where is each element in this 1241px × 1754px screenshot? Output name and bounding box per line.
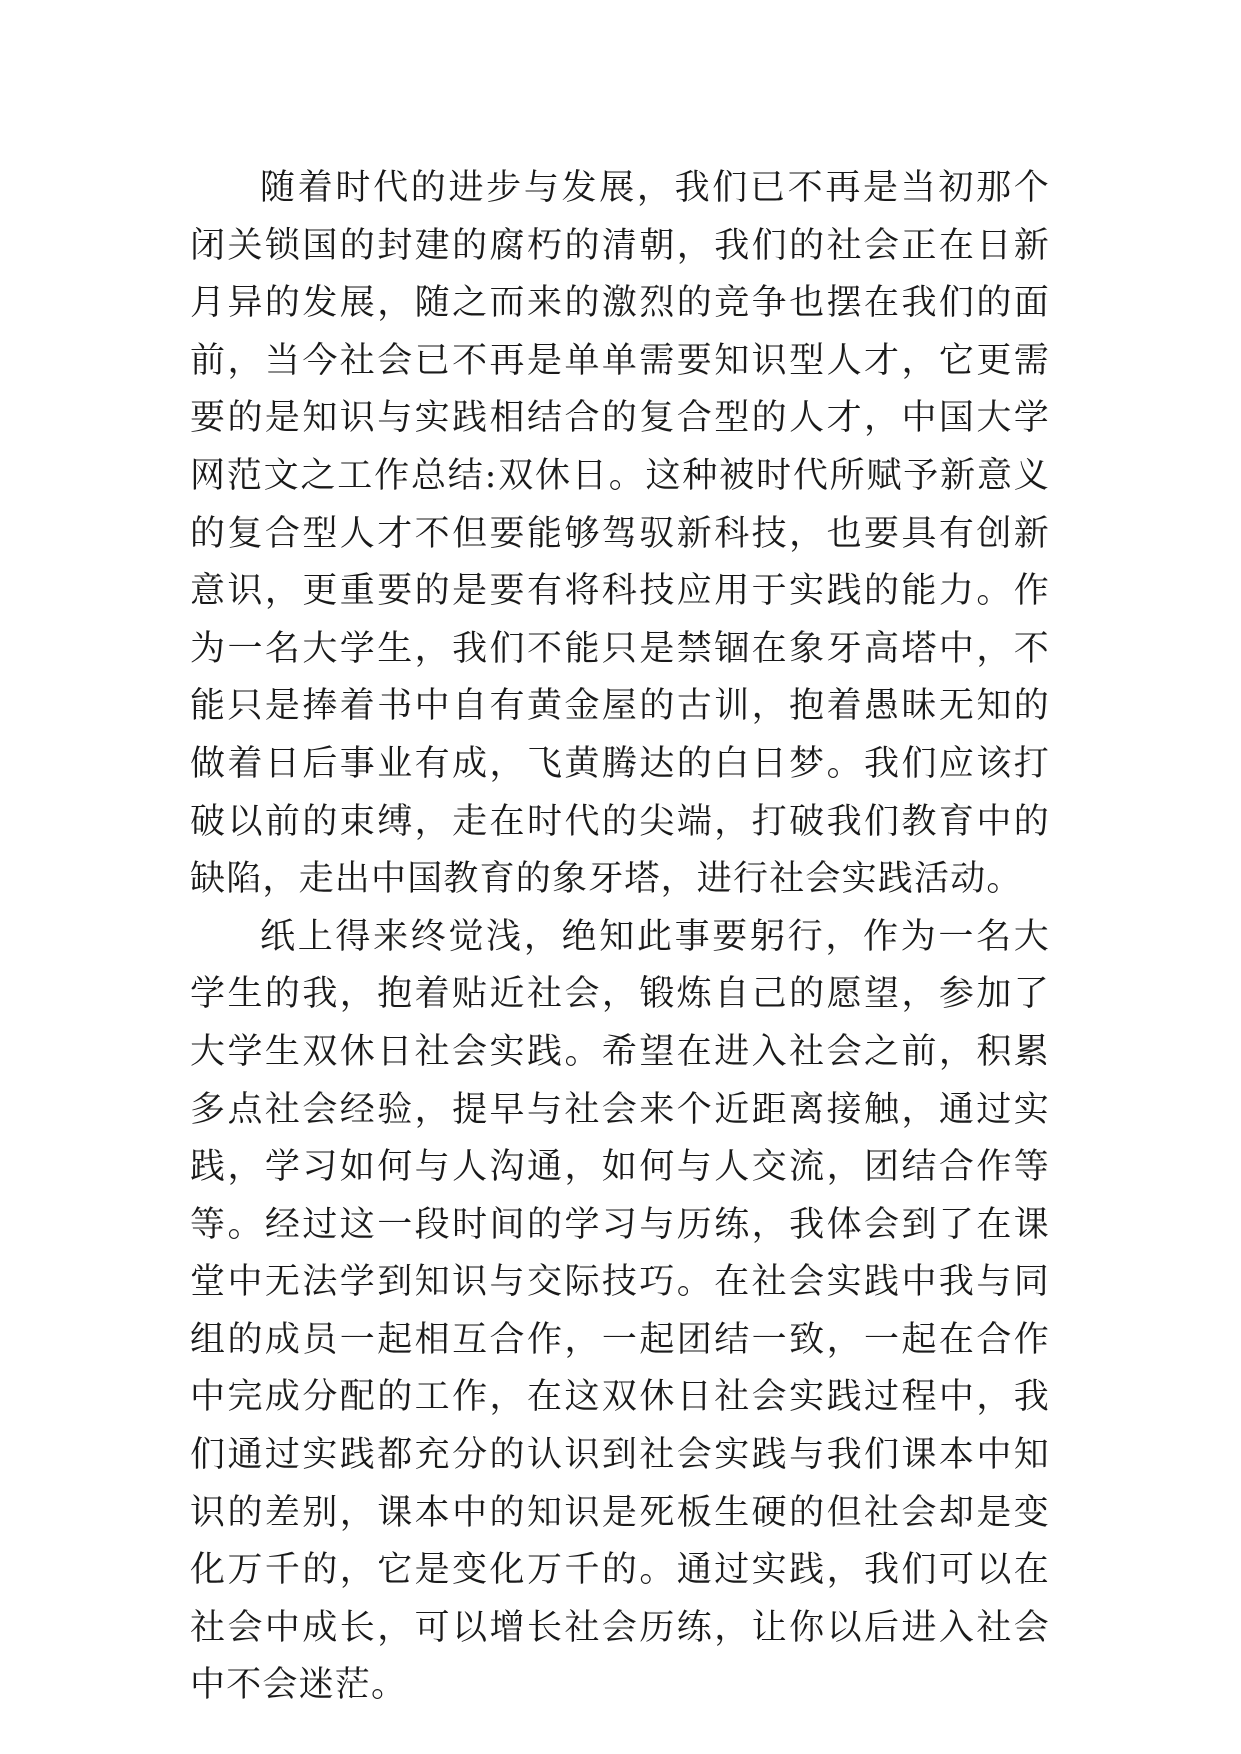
document-body	[190, 160, 1050, 1715]
paragraph-2: 纸上得来终觉浅，绝知此事要躬行，作为一名大学生的我，抱着贴近社会，锻炼自己的愿望，参加了大学生双休日社会实践。希望在进入社会之前，积累多点社会经验，提早与社会来个近距离接触，通过实践，学习如何与人沟通，如何与人交流，团结合作等等。经过这一段时间的学习与历练，我体会到了在课堂中无法学到知识与交际技巧。在社会实践中我与同组的成员一起相互合作，一起团结一致，一起在合作中完成分配的工作，在这双休日社会实践过程中，我们通过实践都充分的认识到社会实践与我们课本中知识的差别，课本中的知识是死板生硬的但社会却是变化万千的，它是变化万千的。通过实践，我们可以在社会中成长，可以增长社会历练，让你以后进入社会中不会迷茫。	[190, 916, 1050, 1706]
paragraph-1: 随着时代的进步与发展，我们已不再是当初那个闭关锁国的封建的腐朽的清朝，我们的社会正在日新月异的发展，随之而来的激烈的竞争也摆在我们的面前，当今社会已不再是单单需要知识型人才，它更需要的是知识与实践相结合的复合型的人才，中国大学网范文之工作总结:双休日。这种被时代所赋予新意义的复合型人才不但要能够驾驭新科技，也要具有创新意识，更重要的是要有将科技应用于实践的能力。作为一名大学生，我们不能只是禁锢在象牙高塔中，不能只是捧着书中自有黄金屋的古训，抱着愚昧无知的做着日后事业有成，飞黄腾达的白日梦。我们应该打破以前的束缚，走在时代的尖端，打破我们教育中的缺陷，走出中国教育的象牙塔，进行社会实践活动。	[190, 168, 1050, 900]
